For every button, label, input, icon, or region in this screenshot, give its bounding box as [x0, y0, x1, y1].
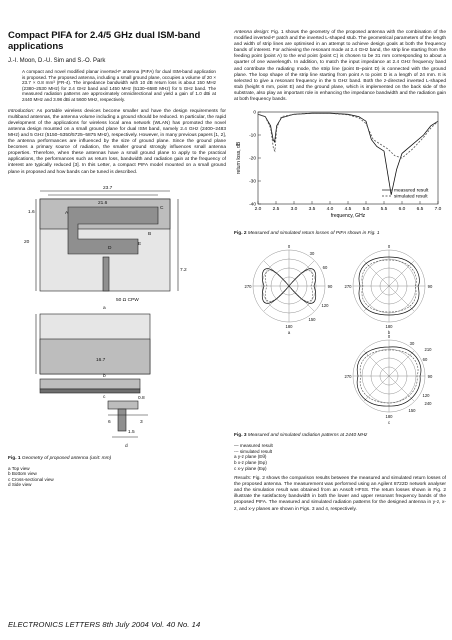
right-column	[234, 30, 446, 516]
x-tick-label: 4.5	[344, 207, 352, 213]
paper-authors: J.-I. Moon, D.-U. Sim and S.-O. Park	[8, 58, 106, 64]
fig1-dim-1-5: 1.5	[128, 429, 135, 435]
x-tick-label: 6.0	[398, 207, 406, 213]
polar-c-90: 90	[427, 374, 433, 380]
figure-2	[234, 106, 446, 229]
fig1-point-c: C	[160, 205, 164, 211]
x-tick-label: 2.5	[272, 207, 280, 213]
y-tick-label: 0	[253, 110, 256, 116]
fig1-point-d: D	[108, 245, 112, 251]
fig3-caption-text: Measured and simulated radiation patterns at 2440 MHz	[247, 433, 368, 439]
x-tick-label: 2.0	[254, 207, 262, 213]
polar-c-60: 60	[422, 357, 428, 363]
fig1-subfig-c: c	[103, 394, 106, 400]
results-text: Fig. 2 shows the comparison results between the measured and simulated return losses of the proposed antenna. The measurement was performed using an Agilent 8722D network analyser and the simulation result was obtained from an Ansoft HFSS. The return losses shown in Fig. 2 illustrate the satisfactory bandwidth in both the lower and upper resonant frequency bands of the proposed PIFA. The measured and simulated radiation patterns for the designed antenna in y-z, x-z, and x-y planes are shown in Figs. 3 and 4, respectively.	[234, 476, 446, 512]
polar-a-30: 30	[309, 251, 315, 257]
fig2-caption-label: Fig. 2	[234, 231, 247, 237]
paper-title: Compact PIFA for 2.4/5 GHz dual ISM-band applications	[8, 30, 201, 52]
fig1-dim-20: 20	[24, 239, 30, 245]
polar-b-90: 90	[427, 284, 433, 290]
y-tick-label: -20	[249, 156, 256, 162]
polar-c-270: 270	[344, 374, 352, 380]
fig3-item-c: c x-y plane (Eφ)	[234, 465, 267, 471]
polar-b-180: 180	[385, 324, 393, 330]
x-tick-label: 3.0	[290, 207, 298, 213]
polar-c-150: 150	[408, 408, 416, 414]
fig1-feed-label: 50 Ω CPW	[116, 297, 139, 303]
journal-footer: ELECTRONICS LETTERS 8th July 2004 Vol. 40 No. 14	[8, 620, 201, 629]
y-tick-label: -30	[249, 179, 256, 185]
polar-label-c: c	[387, 420, 391, 426]
figure-1-geometry	[8, 179, 226, 449]
fig3-item-a: a y-z plane (Eθ)	[234, 454, 267, 460]
fig3-items	[234, 443, 446, 471]
intro-paragraph	[8, 109, 226, 176]
x-tick-label: 5.5	[380, 207, 388, 213]
fig2-caption-text: Measured and simulated return losses of PIFA shown in Fig. 1	[247, 231, 380, 237]
legend-label-simulated: simulated result	[394, 194, 428, 200]
design-label: Antenna design:	[234, 30, 270, 35]
fig1-point-b: B	[148, 231, 152, 237]
x-tick-label: 5.0	[362, 207, 370, 213]
fig1-item-b: b Bottom view	[8, 471, 37, 477]
fig1-dim-3: 3	[140, 419, 143, 425]
fig1-dim-6: 6	[108, 419, 111, 425]
polar-b-0: 0	[387, 244, 391, 250]
intro-label: Introduction:	[8, 108, 35, 114]
polar-c-30: 30	[409, 341, 415, 347]
x-tick-label: 3.5	[308, 207, 316, 213]
fig1-item-c: c Cross-sectional view	[8, 476, 54, 482]
x-tick-label: 4.0	[326, 207, 334, 213]
fig1-dim-16-7: 16.7	[96, 357, 106, 363]
fig1-dim-7-2: 7.2	[180, 267, 187, 273]
x-tick-label: 6.5	[416, 207, 424, 213]
legend-label-measured: measured result	[394, 188, 429, 194]
y-tick-label: -40	[249, 202, 256, 208]
x-tick-label: 7.0	[434, 207, 442, 213]
fig1-item-d: d Side view	[8, 482, 32, 488]
polar-label-b: b	[387, 330, 391, 336]
series-line-simulated	[258, 114, 438, 159]
fig1-caption-text: Geometry of proposed antenna (unit: mm)	[21, 455, 112, 461]
figure-1-caption	[8, 456, 226, 462]
polar-a-120: 120	[321, 303, 329, 309]
fig1-dim-0-8: 0.8	[138, 395, 145, 401]
polar-a-90: 90	[327, 284, 333, 290]
results-label: Results:	[234, 476, 252, 482]
polar-label-a: a	[287, 330, 291, 336]
fig1-dim-23-7: 23.7	[103, 185, 113, 191]
series-line-measured	[258, 113, 438, 195]
polar-a-270: 270	[244, 284, 252, 290]
polar-a-0: 0	[287, 244, 291, 250]
polar-c-210: 210	[424, 347, 432, 353]
return-loss-chart	[234, 106, 446, 224]
chart-series	[258, 113, 438, 195]
fig1-item-a: a Top view	[8, 465, 30, 471]
fig1-items	[8, 466, 226, 488]
fig1-point-e: E	[138, 241, 142, 247]
design-text: Fig. 1 shows the geometry of the proposed antenna with the combination of the modified inverted-F patch and the inverted L-shaped stub. The geometrical parameters of the length and width of strip lines are optimised in an attempt to achieve design goals at both the frequency bands of interest. For achieving the resonant mode at 2.4 GHz band, the strip line starting from the feeding point (point A) to the end point (point C) is chosen to be 31 mm corresponding to about a quarter of one wavelength. In addition, to match the input impedance at 2.4 GHz frequency band and contribute the radiating mode, the strip line (point B–point D) is connected with the ground plane. The loop shape of the strip line starting from point A to point D is a length of 24 mm. It is selected to give a resonant frequency in the 5 GHz band. Both the z-directed inverted L-shaped stub (height 6 mm, point E) and the ground plane, which is implemented on the back side of the substrate, also play an important role in enhancing the impedance bandwidth and the radiation gain at both frequency bands.	[234, 30, 446, 103]
results-paragraph	[234, 476, 446, 513]
chart-x-label: frequency, GHz	[330, 213, 366, 220]
fig3-item-b: b x-z plane (Eφ)	[234, 459, 267, 465]
fig3-item-measured: — measured result	[234, 443, 273, 449]
fig1-subfig-b: b	[103, 373, 106, 379]
design-paragraph	[234, 30, 446, 103]
fig1-point-a: A	[65, 210, 69, 216]
left-column	[8, 30, 226, 488]
paper-abstract: A compact and novel modified planar inverted-F antenna (PIFA) for dual ISM-band application is proposed. The proposed antenna, including a small ground plane, occupies a volume of 20 × 23.7 × 0.8 mm³ (FR-4). The impedance bandwidth with 10 dB return loss is about 150 MHz (2380–2530 MHz) for 2.4 GHz band and 1450 MHz (5130–6580 MHz) for 5 GHz band. The measured radiation patterns are approximately omnidirectional and yield a gain of 1.0 dBi at 2440 MHz and 3.98 dBi at 5600 MHz, respectively.	[22, 69, 216, 102]
fig3-item-simulated: --- simulated result	[234, 448, 273, 454]
radiation-patterns	[234, 241, 446, 426]
polar-c-0: 0	[387, 334, 391, 340]
polar-c-240: 240	[424, 401, 432, 407]
polar-a-150: 150	[308, 317, 316, 323]
chart-legend	[382, 188, 429, 200]
polar-c-120: 120	[422, 393, 430, 399]
fig1-dim-21-6: 21.6	[98, 200, 108, 206]
chart-y-label: return loss, dB	[236, 142, 242, 175]
fig1-subfig-a: a	[103, 305, 106, 311]
polar-c-180: 180	[385, 414, 393, 420]
polar-a-60: 60	[322, 265, 328, 271]
figure-3-caption	[234, 433, 446, 439]
fig1-caption-label: Fig. 1	[8, 455, 21, 461]
y-tick-label: -10	[249, 133, 256, 139]
fig1-dim-1-6: 1.6	[28, 209, 35, 215]
intro-text: As portable wireless devices become smaller and have the design requirements for multiband antennas, the antenna volume including a ground should be reduced. In particular, the rapid development of the applications for wireless local area network (WLAN) has promoted the novel antenna design mounted on a small ground plane for dual ISM band, namely 2.4 GHz (2400–2483 MHz) and 5 GHz (5150–5350/5725–5875 MHz), respectively. However, in many previous papers [1, 2], the antenna performances are influenced by the size of ground plane. Since the ground plane becomes a primary source of radiation, the smaller ground strongly influences small antenna properties. Therefore, when these antennas have a small ground plane to apply to the practical applications, the performances such as return loss, bandwidth and radiation gain at the frequency of interest are typically reduced [3]. In this Letter, a compact PIFA model mounted on a small ground plane is proposed and how bands can be tuned is described.	[8, 108, 227, 175]
polar-a-180: 180	[285, 324, 293, 330]
figure-1	[8, 179, 226, 454]
polar-b-270: 270	[344, 284, 352, 290]
figure-2-caption	[234, 231, 446, 237]
figure-3	[234, 241, 446, 431]
fig3-caption-label: Fig. 3	[234, 433, 247, 439]
fig1-subfig-d: d	[125, 443, 128, 449]
